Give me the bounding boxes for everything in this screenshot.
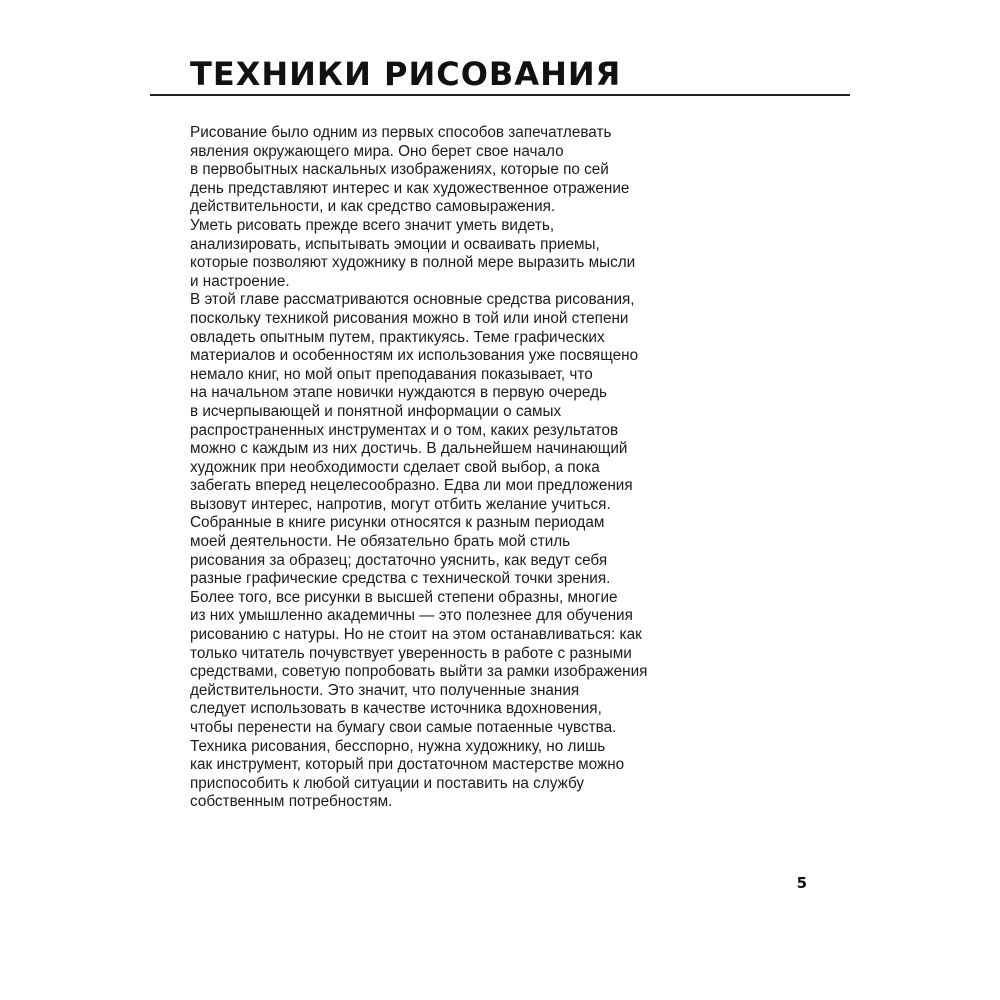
text-line: разные графические средства с технической точки зрения. [190,570,611,588]
text-line: только читатель почувствует уверенность в работе с разными [190,644,632,662]
text-line: художник при необходимости сделает свой выбор, а пока [190,458,600,476]
text-line: которые позволяют художнику в полной мере выразить мысли [190,254,636,272]
text-line: поскольку техникой рисования можно в той или иной степени [190,309,629,327]
text-line: рисованию с натуры. Но не стоит на этом останавливаться: как [190,626,642,644]
text-line: день представляют интерес и как художественное отражение [190,179,630,197]
text-line: можно с каждым из них достичь. В дальнейшем начинающий [190,440,628,458]
text-line: действительности, и как средство самовыражения. [190,198,556,216]
text-line: из них умышленно академичны — это полезнее для обучения [190,607,633,625]
text-line: моей деятельности. Не обязательно брать мой стиль [190,533,571,551]
text-line: материалов и особенностям их использования уже посвящено [190,347,639,365]
text-line: В этой главе рассматриваются основные средства рисования, [190,291,635,309]
text-line: Уметь рисовать прежде всего значит уметь видеть, [190,216,555,234]
text-line: анализировать, испытывать эмоции и осваивать приемы, [190,235,600,253]
text-line: вызовут интерес, напротив, могут отбить желание учиться. [190,495,611,513]
text-line: овладеть опытным путем, практикуясь. Теме графических [190,328,605,346]
text-line: на начальном этапе новички нуждаются в первую очередь [190,384,607,402]
text-line: как инструмент, который при достаточном мастерстве можно [190,756,625,774]
text-line: забегать вперед нецелесообразно. Едва ли мои предложения [190,477,633,495]
text-line: рисования за образец; достаточно уяснить, как ведут себя [190,551,608,569]
text-line: явления окружающего мира. Оно берет свое начало [190,142,564,160]
page-number: 5 [796,874,807,892]
text-line: в исчерпывающей и понятной информации о самых [190,402,562,420]
page-title: ТЕХНИКИ РИСОВАНИЯ [190,55,622,93]
text-line: в первобытных наскальных изображениях, которые по сей [190,161,609,179]
text-line: средствами, советую попробовать выйти за рамки изображения [190,663,648,681]
text-line: Техника рисования, бесспорно, нужна художнику, но лишь [190,737,606,755]
body-text [190,124,650,812]
text-line: собственным потребностям. [190,793,393,811]
title-divider [150,94,850,96]
text-line: Собранные в книге рисунки относятся к разным периодам [190,514,605,532]
text-line: Более того, все рисунки в высшей степени образны, многие [190,588,618,606]
text-line: немало книг, но мой опыт преподавания показывает, что [190,365,593,383]
text-line: действительности. Это значит, что полученные знания [190,681,580,699]
text-line: приспособить к любой ситуации и поставить на службу [190,774,585,792]
text-line: чтобы перенести на бумагу свои самые потаенные чувства. [190,719,617,736]
text-line: следует использовать в качестве источника вдохновения, [190,700,602,718]
text-line: распространенных инструментах и о том, каких результатов [190,421,619,439]
text-line: Рисование было одним из первых способов запечатлевать [190,124,612,141]
text-line: и настроение. [190,272,290,290]
